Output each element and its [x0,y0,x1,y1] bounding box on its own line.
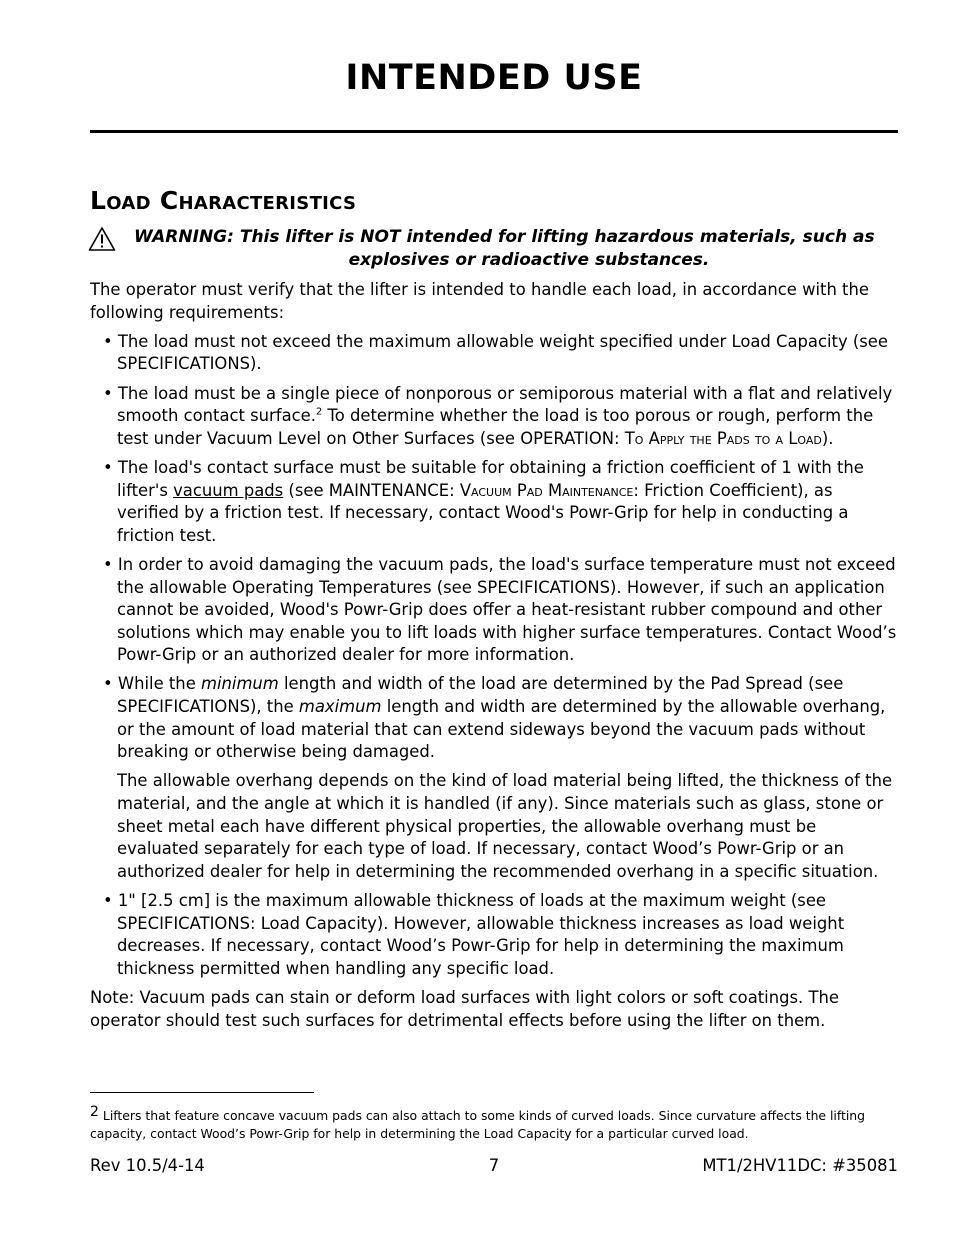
section-reference: To Apply the Pads to a Load [624,428,822,448]
requirement-dimensions [90,673,898,763]
requirement-friction [90,457,898,547]
overhang-paragraph: The allowable overhang depends on the kind of load material being lifted, the thickness of the material, and the angle at which it is handled (if any). Since materials such as glass, stone or sheet metal each have different physical properties, the allowable overhang must be evaluated separately for each type of load. If necessary, contact Wood’s Powr-Grip or an authorized dealer for help in determining the recommended overhang in a specific situation. [117,771,893,881]
requirement-thickness: • 1" [2.5 cm] is the maximum allowable thickness of loads at the maximum weight (see SPECIFICATIONS: Load Capacity). However, allowable thickness increases as load weight decreases. If necessary, contact Wood’s Powr-Grip for help in determining the maximum thickness permitted when handling any specific load. [103,891,845,978]
text-segment: length and width of the load are determined by the Pad Spread (see SPECIFICATIONS), the [117,674,844,717]
text-segment: length and width are determined by the allowable overhang, or the amount of load material that can extend sideways beyond the vacuum pads without breaking or otherwise being damaged. [117,697,886,762]
note-paragraph: Note: Vacuum pads can stain or deform load surfaces with light colors or soft coatings. The operator should test such surfaces for detrimental effects before using the lifter on them. [90,987,839,1030]
section-reference: Vacuum Pad Maintenance [459,480,634,500]
page-number: 7 [488,1156,500,1175]
text-segment: • The load's contact surface must be suitable for obtaining a friction coefficient of 1 with the lifter's [103,457,864,500]
footnote-ref: 2 [315,406,323,418]
requirement-temperature: • In order to avoid damaging the vacuum pads, the load's surface temperature must not exceed the allowable Operating Temperatures (see SPECIFICATIONS). However, if such an application cannot be avoided, Wood's Powr-Grip does offer a heat-resistant rubber compound and other solutions which may enable you to lift loads with higher surface temperatures. Contact Wood’s Powr-Grip or an authorized dealer for more information. [103,554,897,665]
revision-label: Rev 10.5/4-14 [90,1156,205,1175]
footnote-text: Lifters that feature concave vacuum pads can also attach to some kinds of curved loads. Since curvature affects the lifting capacity, contact Wood’s Powr-Grip for help in determining the Load Capacity for a particular curved load. [90,1108,866,1141]
intro-paragraph: The operator must verify that the lifter is intended to handle each load, in accordance with the following requirements: [90,280,869,322]
section-heading: Load Characteristics [90,186,357,215]
text-segment: ). [821,428,834,448]
page-footer [90,1155,898,1177]
text-segment: • The load must be a single piece of nonporous or semiporous material with a flat and relatively smooth contact surface. [103,383,893,426]
text-segment: (see MAINTENANCE: [283,480,460,500]
emphasis-maximum: maximum [298,697,382,717]
text-segment: • While the [103,674,201,694]
requirement-material [90,383,898,451]
model-number: MT1/2HV11DC: #35081 [702,1156,898,1175]
title-divider [90,130,898,133]
footnote-divider [90,1092,314,1093]
vacuum-pads-link[interactable]: vacuum pads [173,480,284,500]
emphasis-minimum: minimum [200,674,279,694]
text-segment: : Friction Coefficient), as verified by a friction test. If necessary, contact Wood's Powr-Grip for help in conducting a friction test. [117,480,849,545]
requirement-weight: • The load must not exceed the maximum allowable weight specified under Load Capacity (see SPECIFICATIONS). [103,331,888,374]
text-segment: To determine whether the load is too porous or rough, perform the test under Vacuum Level on Other Surfaces (see OPERATION: [117,406,874,448]
footnote [90,1103,898,1143]
footnote-number: 2 [90,1104,99,1120]
page-title: INTENDED USE [345,58,643,98]
warning-triangle-icon [88,226,116,252]
warning-text-line2: explosives or radioactive substances. [348,250,710,270]
warning-text-line1: WARNING: This lifter is NOT intended for lifting hazardous materials, such as [134,227,875,247]
warning-block [90,226,898,272]
body-text [90,279,898,1039]
